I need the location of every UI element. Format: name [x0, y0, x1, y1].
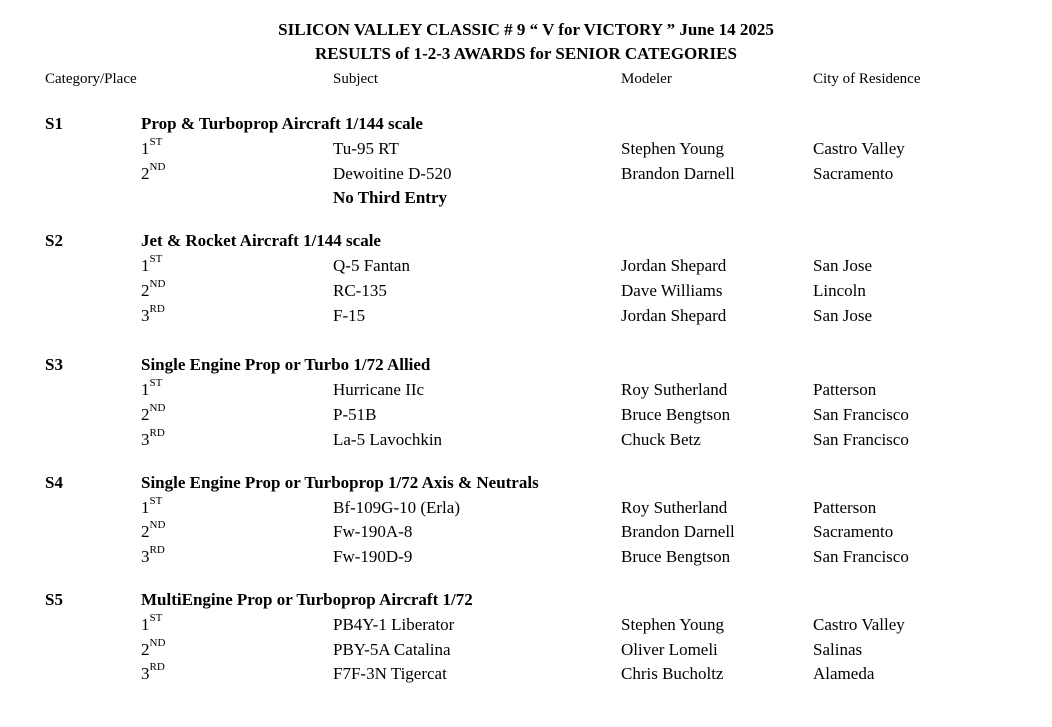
city-cell: San Francisco	[813, 430, 909, 449]
modeler-cell: Jordan Shepard	[621, 256, 727, 275]
document-subtitle: RESULTS of 1-2-3 AWARDS for SENIOR CATEGORIES	[315, 44, 737, 63]
column-header-modeler: Modeler	[621, 71, 672, 87]
city-cell: Lincoln	[813, 281, 866, 300]
city-cell: Alameda	[813, 664, 875, 683]
category-title: Single Engine Prop or Turbo 1/72 Allied	[141, 355, 431, 374]
modeler-cell: Bruce Bengtson	[621, 547, 731, 566]
city-cell: San Jose	[813, 306, 873, 325]
subject-cell: Fw-190A-8	[333, 522, 413, 541]
category-code: S1	[45, 114, 63, 133]
city-cell: Castro Valley	[813, 139, 905, 158]
city-cell: San Francisco	[813, 547, 909, 566]
subject-cell: La-5 Lavochkin	[333, 430, 443, 449]
category-title: Single Engine Prop or Turboprop 1/72 Axis & Neutrals	[141, 473, 539, 492]
city-cell: Patterson	[813, 380, 877, 399]
no-entry-note: No Third Entry	[333, 188, 447, 207]
city-cell: Patterson	[813, 498, 877, 517]
place-label: 2ND	[141, 402, 166, 424]
modeler-cell: Oliver Lomeli	[621, 640, 718, 659]
modeler-cell: Roy Sutherland	[621, 380, 728, 399]
modeler-cell: Brandon Darnell	[621, 522, 735, 541]
place-label: 2ND	[141, 519, 166, 541]
subject-cell: Q-5 Fantan	[333, 256, 410, 275]
subject-cell: Dewoitine D-520	[333, 164, 452, 183]
category-title: Jet & Rocket Aircraft 1/144 scale	[141, 231, 381, 250]
place-label: 2ND	[141, 278, 166, 300]
document-title: SILICON VALLEY CLASSIC # 9 “ V for VICTORY ” June 14 2025	[278, 20, 774, 39]
subject-cell: F7F-3N Tigercat	[333, 664, 447, 683]
place-label: 3RD	[141, 544, 165, 566]
city-cell: Salinas	[813, 640, 863, 659]
category-title: MultiEngine Prop or Turboprop Aircraft 1/72	[141, 590, 473, 609]
city-cell: Sacramento	[813, 164, 894, 183]
place-label: 1ST	[141, 612, 163, 634]
subject-cell: F-15	[333, 306, 366, 325]
modeler-cell: Roy Sutherland	[621, 498, 728, 517]
modeler-cell: Bruce Bengtson	[621, 405, 731, 424]
place-label: 1ST	[141, 136, 163, 158]
place-label: 3RD	[141, 303, 165, 325]
subject-cell: Fw-190D-9	[333, 547, 413, 566]
category-title: Prop & Turboprop Aircraft 1/144 scale	[141, 114, 423, 133]
subject-cell: RC-135	[333, 281, 387, 300]
place-label: 1ST	[141, 495, 163, 517]
place-label: 3RD	[141, 427, 165, 449]
place-label: 1ST	[141, 253, 163, 275]
modeler-cell: Dave Williams	[621, 281, 723, 300]
place-label: 2ND	[141, 637, 166, 659]
city-cell: San Jose	[813, 256, 873, 275]
subject-cell: Hurricane IIc	[333, 380, 425, 399]
category-code: S4	[45, 473, 63, 492]
modeler-cell: Stephen Young	[621, 139, 724, 158]
subject-cell: PBY-5A Catalina	[333, 640, 451, 659]
place-label: 1ST	[141, 377, 163, 399]
column-header-city: City of Residence	[813, 71, 921, 87]
modeler-cell: Jordan Shepard	[621, 306, 727, 325]
category-code: S5	[45, 590, 63, 609]
category-code: S2	[45, 231, 63, 250]
city-cell: Sacramento	[813, 522, 894, 541]
subject-cell: P-51B	[333, 405, 377, 424]
column-header-subject: Subject	[333, 71, 378, 87]
place-label: 3RD	[141, 661, 165, 683]
place-label: 2ND	[141, 161, 166, 183]
column-header-category-place: Category/Place	[45, 71, 137, 87]
subject-cell: PB4Y-1 Liberator	[333, 615, 455, 634]
modeler-cell: Chuck Betz	[621, 430, 701, 449]
subject-cell: Tu-95 RT	[333, 139, 399, 158]
modeler-cell: Chris Bucholtz	[621, 664, 724, 683]
city-cell: Castro Valley	[813, 615, 905, 634]
city-cell: San Francisco	[813, 405, 909, 424]
modeler-cell: Brandon Darnell	[621, 164, 735, 183]
modeler-cell: Stephen Young	[621, 615, 724, 634]
subject-cell: Bf-109G-10 (Erla)	[333, 498, 460, 517]
category-code: S3	[45, 355, 63, 374]
